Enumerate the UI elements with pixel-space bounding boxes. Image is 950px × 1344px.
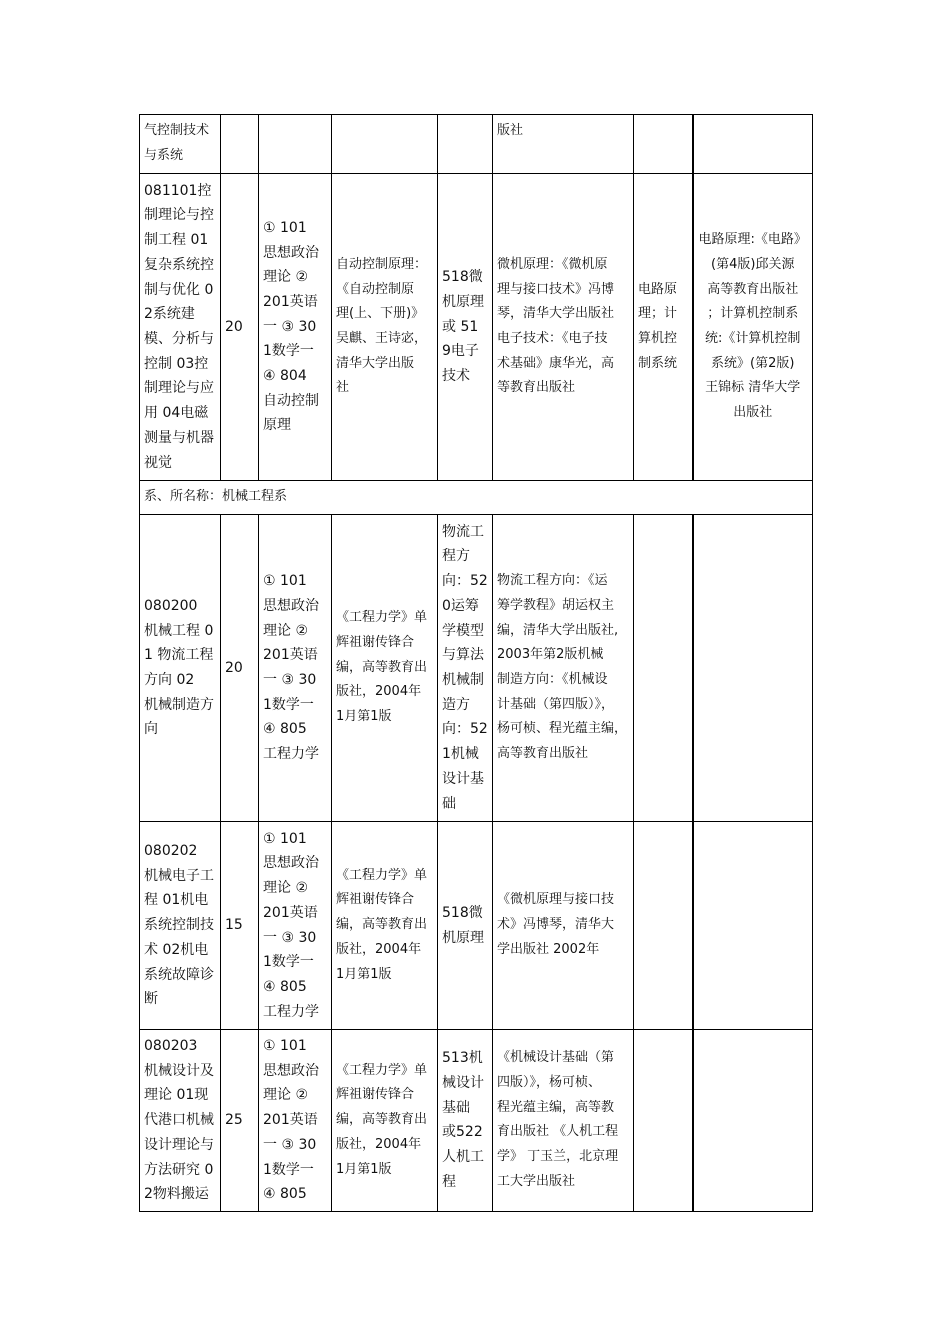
retest-subject-cell: 518微 机原理 [438,822,493,1030]
table-row [140,515,813,822]
department-name: 系、所名称：机械工程系 [140,481,813,515]
retest-subject-cell: 物流工 程方 向：52 0运筹 学模型 与算法 机械制 造方 向：52 1机械 设计基 础 [438,515,493,822]
major-cell: 080203 机械设计及 理论 01现 代港口机械 设计理论与 方法研究 0 2物料搬运 [140,1030,221,1212]
retest-books-cell: 物流工程方向：《运 筹学教程》胡运权主 编，清华大学出版社, 2003年第2版机械 制造方向：《机械设 计基础（第四版）》， 杨可桢、程光蕴主编， 高等教育出版社 [493,515,634,822]
exam-subjects-cell: ① 101 思想政治 理论 ② 201英语 一 ③ 30 1数学一 ④ 805 [259,1030,332,1212]
extra-books-cell [693,515,813,822]
major-cell: 081101控 制理论与控 制工程 01 复杂系统控 制与优化 0 2系统建 模、分析与 控制 03控 制理论与应 用 04电磁 测量与机器 视觉 [140,174,221,481]
extra-books-cell: 电路原理:《电路》 (第4版)邱关源 高等教育出版社 ；计算机控制系 统:《计算机控制 系统》(第2版) 王锦标 清华大学 出版社 [693,174,813,481]
major-cell: 080200 机械工程 0 1 物流工程 方向 02 机械制造方 向 [140,515,221,822]
exam-subjects-cell: ① 101 思想政治 理论 ② 201英语 一 ③ 30 1数学一 ④ 805 工程力学 [259,515,332,822]
exam-subjects-cell: ① 101 思想政治 理论 ② 201英语 一 ③ 30 1数学一 ④ 805 工程力学 [259,822,332,1030]
enrollment-cell: 25 [221,1030,259,1212]
extra-subject-cell [634,822,693,1030]
reference-books-cell: 《工程力学》单 辉祖谢传锋合 编，高等教育出 版社，2004年 1月第1版 [332,822,438,1030]
table-row [140,822,813,1030]
extra-books-cell [693,822,813,1030]
retest-subject-cell [438,115,493,174]
extra-books-cell [693,115,813,174]
retest-books-cell: 版社 [493,115,634,174]
enrollment-cell: 20 [221,515,259,822]
extra-subject-cell [634,115,693,174]
extra-subject-cell [634,1030,693,1212]
enrollment-cell [221,115,259,174]
extra-subject-cell [634,515,693,822]
retest-books-cell: 微机原理：《微机原 理与接口技术》冯博 琴，清华大学出版社 电子技术：《电子技 术基础》康华光，高 等教育出版社 [493,174,634,481]
reference-books-cell: 《工程力学》单 辉祖谢传锋合 编，高等教育出 版社，2004年 1月第1版 [332,515,438,822]
admissions-table [139,114,813,1212]
extra-books-cell [693,1030,813,1212]
table-row [140,174,813,481]
exam-subjects-cell: ① 101 思想政治 理论 ② 201英语 一 ③ 30 1数学一 ④ 804 自动控制 原理 [259,174,332,481]
exam-subjects-cell [259,115,332,174]
reference-books-cell: 自动控制原理： 《自动控制原 理(上、下册)》 吴麒、王诗宓， 清华大学出版 社 [332,174,438,481]
enrollment-cell: 15 [221,822,259,1030]
retest-books-cell: 《机械设计基础（第 四版）》，杨可桢、 程光蕴主编，高等教 育出版社 《人机工程 学》 丁玉兰，北京理 工大学出版社 [493,1030,634,1212]
major-cell: 气控制技术 与系统 [140,115,221,174]
reference-books-cell: 《工程力学》单 辉祖谢传锋合 编，高等教育出 版社，2004年 1月第1版 [332,1030,438,1212]
enrollment-cell: 20 [221,174,259,481]
retest-subject-cell: 513机 械设计 基础 或522 人机工 程 [438,1030,493,1212]
major-cell: 080202 机械电子工 程 01机电 系统控制技 术 02机电 系统故障诊 断 [140,822,221,1030]
table-row [140,115,813,174]
reference-books-cell [332,115,438,174]
retest-books-cell: 《微机原理与接口技 术》冯博琴，清华大 学出版社 2002年 [493,822,634,1030]
table-row [140,1030,813,1212]
extra-subject-cell: 电路原 理；计 算机控 制系统 [634,174,693,481]
department-row [140,481,813,515]
retest-subject-cell: 518微 机原理 或 51 9电子 技术 [438,174,493,481]
